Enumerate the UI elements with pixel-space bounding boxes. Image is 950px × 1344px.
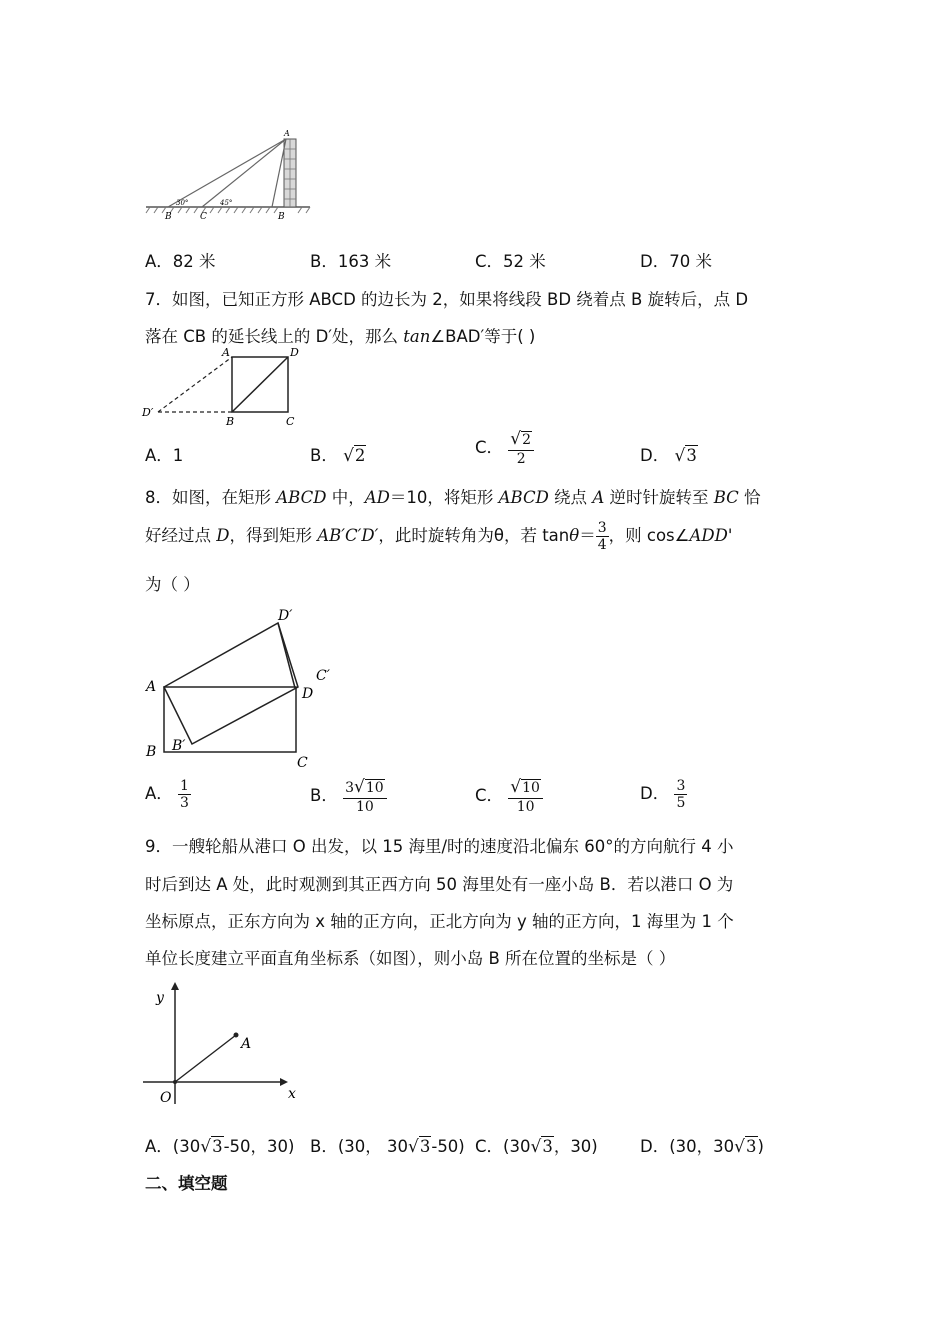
q8-line-1: 8．如图，在矩形 ABCD 中，AD＝10，将矩形 ABCD 绕点 A 逆时针旋转至 BC 恰 [145, 488, 761, 507]
q6-option-b[interactable]: B．163 米 [310, 252, 392, 271]
q9-line-1: 9．一艘轮船从港口 O 出发，以 15 海里/时的速度沿北偏东 60°的方向航行 4 小 [145, 837, 734, 856]
q8-option-d[interactable]: D． $\frac{3}{5}$ [640, 778, 686, 812]
q9-line-3: 坐标原点，正东方向为 x 轴的正方向，正北方向为 y 轴的正方向，1 海里为 1 个 [145, 912, 734, 931]
q8-label-bprime: B′ [172, 738, 186, 754]
q6-angle-1: 30° [176, 199, 189, 207]
q7-label-d: D [290, 346, 299, 359]
q7-option-d[interactable]: D． √3 [640, 446, 697, 466]
q7-label-c: C [286, 415, 295, 428]
q9-option-c[interactable]: C．(30√3，30) [475, 1137, 598, 1157]
q9-line-4: 单位长度建立平面直角坐标系（如图），则小岛 B 所在位置的坐标是（ ） [145, 949, 676, 968]
q7-label-a: A [222, 346, 230, 359]
q8-option-b[interactable]: B． $\frac{3√10}{10}$ [310, 778, 387, 815]
q7-option-c[interactable]: C． $\frac{√2}{2}$ [475, 430, 534, 467]
q9-label-x: x [288, 1086, 296, 1102]
q8-label-cprime: C′ [316, 668, 330, 684]
q6-label-a: A [284, 129, 290, 138]
q9-option-d[interactable]: D．(30，30√3) [640, 1137, 764, 1157]
q8-label-dprime: D′ [278, 608, 293, 624]
q7-label-b: B [226, 415, 235, 428]
q8-line-2: 好经过点 D，得到矩形 AB′C′D′，此时旋转角为θ，若 tanθ＝ $\frac{3}{4}$ ，则 cos∠ADD' [145, 520, 733, 554]
q6-option-d[interactable]: D．70 米 [640, 252, 712, 271]
q6-label-c: C [200, 212, 207, 222]
q6-figure [140, 125, 315, 225]
q8-label-b: B [146, 744, 157, 760]
section-title: 二、填空题 [145, 1174, 228, 1193]
q8-figure [140, 598, 340, 773]
q6-option-a[interactable]: A．82 米 [145, 252, 216, 271]
q9-line-2: 时后到达 A 处，此时观测到其正西方向 50 海里处有一座小岛 B．若以港口 O 为 [145, 875, 734, 894]
q7-label-dprime: D′ [142, 406, 154, 419]
q7-option-b[interactable]: B． √2 [310, 446, 366, 466]
q6-option-c[interactable]: C．52 米 [475, 252, 546, 271]
q7-option-a[interactable]: A．1 [145, 446, 184, 465]
q8-line-3: 为（ ） [145, 575, 200, 594]
q8-label-a: A [146, 679, 157, 695]
q9-label-o: O [160, 1090, 172, 1106]
q8-option-c[interactable]: C． $\frac{√10}{10}$ [475, 778, 543, 815]
q8-option-a[interactable]: A． $\frac{1}{3}$ [145, 778, 189, 812]
q7-figure [140, 345, 305, 430]
q6-angle-2: 45° [220, 199, 233, 207]
q8-label-d: D [302, 686, 314, 702]
q9-label-a: A [241, 1036, 252, 1052]
q9-figure [140, 980, 305, 1110]
q7-line-2: 落在 CB 的延长线上的 D′处，那么 tan∠BAD′等于( ) [145, 327, 536, 346]
q6-label-b2: B [278, 212, 285, 222]
q8-label-c: C [297, 755, 308, 771]
q9-label-y: y [156, 990, 164, 1006]
q6-label-b: B [165, 212, 172, 222]
q9-option-a[interactable]: A．(30√3-50，30) [145, 1137, 295, 1157]
q7-line-1: 7．如图，已知正方形 ABCD 的边长为 2，如果将线段 BD 绕着点 B 旋转后，点 D [145, 290, 749, 309]
q9-option-b[interactable]: B．(30， 30√3-50) [310, 1137, 465, 1157]
